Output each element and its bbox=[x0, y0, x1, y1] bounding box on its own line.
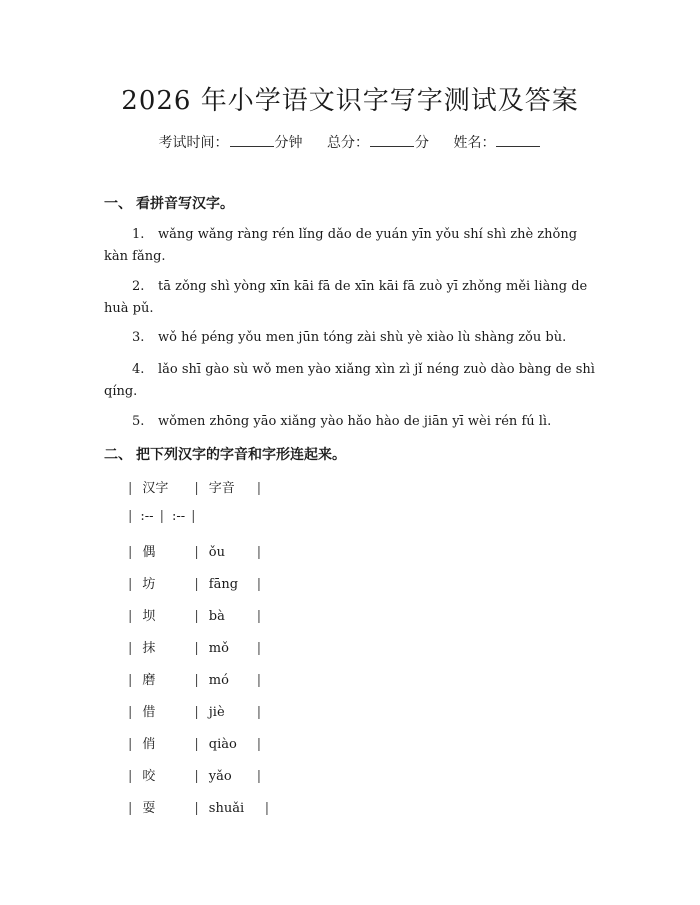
question-text: tā zǒng shì yòng xīn kāi fā de xīn kāi fā zuò yī zhǒng měi liàng de huà pǔ. bbox=[104, 279, 588, 316]
question-3 bbox=[104, 327, 604, 349]
table-row: | 咬 | yǎo | bbox=[128, 765, 261, 785]
question-number: 3. bbox=[132, 330, 145, 345]
table-header-row: | 汉字 | 字音 | bbox=[128, 477, 261, 497]
separator-cell: :-- bbox=[140, 509, 154, 524]
total-score bbox=[327, 132, 429, 152]
pinyin-cell: jiè bbox=[208, 705, 225, 720]
time-blank bbox=[230, 134, 274, 147]
question-5 bbox=[104, 411, 604, 433]
time-unit: 分钟 bbox=[274, 135, 303, 151]
section-2-number: 二、 bbox=[104, 447, 132, 463]
question-text: lǎo shī gào sù wǒ men yào xiǎng xìn zì jǐ néng zuò dào bàng de shì qíng. bbox=[104, 362, 595, 399]
hanzi-cell: 坊 bbox=[142, 577, 156, 592]
hanzi-cell: 偶 bbox=[142, 545, 156, 560]
header-hanzi: 汉字 bbox=[142, 481, 169, 496]
table-row: | 抹 | mǒ | bbox=[128, 637, 261, 657]
hanzi-cell: 磨 bbox=[142, 673, 156, 688]
student-name bbox=[453, 132, 541, 152]
name-label: 姓名： bbox=[453, 135, 496, 151]
section-2-title: 把下列汉字的字音和字形连起来。 bbox=[136, 447, 346, 463]
score-blank bbox=[370, 134, 414, 147]
hanzi-cell: 坝 bbox=[142, 609, 156, 624]
pinyin-cell: fāng bbox=[208, 577, 239, 592]
exam-time bbox=[159, 132, 303, 152]
question-text: wǒmen zhōng yāo xiǎng yào hǎo hào de jiān yī wèi rén fú lì. bbox=[158, 414, 552, 429]
question-4 bbox=[104, 359, 604, 403]
hanzi-cell: 俏 bbox=[142, 737, 156, 752]
pinyin-cell: qiào bbox=[208, 737, 237, 752]
table-row: | 借 | jiè | bbox=[128, 701, 261, 721]
question-number: 5. bbox=[132, 414, 145, 429]
question-text: wǎng wǎng ràng rén lǐng dǎo de yuán yīn yǒu shí shì zhè zhǒng kàn fǎng. bbox=[104, 227, 578, 264]
section-1-number: 一、 bbox=[104, 196, 132, 212]
question-1 bbox=[104, 224, 604, 268]
table-row: | 坝 | bà | bbox=[128, 605, 261, 625]
separator-cell: :-- bbox=[171, 509, 186, 524]
hanzi-cell: 抹 bbox=[142, 641, 156, 656]
header-ziyin: 字音 bbox=[208, 481, 235, 496]
score-label: 总分： bbox=[327, 135, 369, 151]
table-row: | 偶 | ǒu | bbox=[128, 541, 261, 561]
exam-meta bbox=[0, 132, 700, 152]
question-number: 4. bbox=[132, 362, 145, 377]
question-text: wǒ hé péng yǒu men jūn tóng zài shù yè xiào lù shàng zǒu bù. bbox=[158, 330, 567, 345]
hanzi-cell: 耍 bbox=[142, 801, 156, 816]
table-row: | 耍 | shuǎi | bbox=[128, 797, 269, 817]
question-number: 1. bbox=[132, 227, 145, 242]
hanzi-cell: 借 bbox=[142, 705, 156, 720]
table-separator-row: | :-- | :-- | bbox=[128, 509, 196, 524]
section-1-heading bbox=[104, 193, 234, 213]
pinyin-cell: mǒ bbox=[208, 641, 229, 656]
pinyin-cell: bà bbox=[208, 609, 225, 624]
question-number: 2. bbox=[132, 279, 145, 294]
pinyin-cell: mó bbox=[208, 673, 229, 688]
question-2 bbox=[104, 276, 604, 320]
pinyin-cell: shuǎi bbox=[208, 801, 245, 816]
section-1-title: 看拼音写汉字。 bbox=[136, 196, 234, 212]
pinyin-cell: yǎo bbox=[208, 769, 232, 784]
score-unit: 分 bbox=[415, 135, 429, 151]
table-row: | 俏 | qiào | bbox=[128, 733, 261, 753]
section-2-heading bbox=[104, 444, 346, 464]
hanzi-cell: 咬 bbox=[142, 769, 156, 784]
page-title: 2026 年小学语文识字写字测试及答案 bbox=[121, 86, 579, 116]
pinyin-cell: ǒu bbox=[208, 545, 225, 560]
table-row: | 坊 | fāng | bbox=[128, 573, 261, 593]
name-blank bbox=[496, 134, 540, 147]
time-label: 考试时间： bbox=[158, 135, 229, 151]
table-row: | 磨 | mó | bbox=[128, 669, 261, 689]
